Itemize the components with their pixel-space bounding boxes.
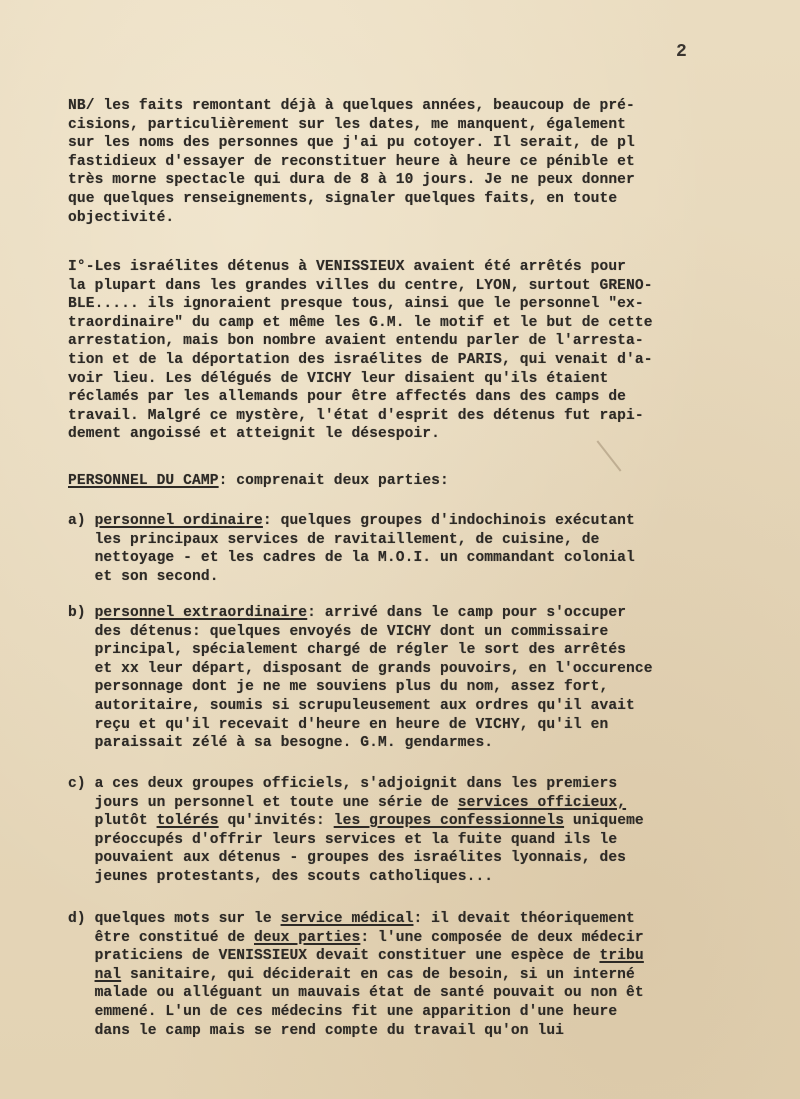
text-line: personnage dont je ne me souviens plus du nom, assez fort, bbox=[68, 679, 609, 696]
section-heading-personnel bbox=[68, 472, 768, 491]
text-line: NB/ les faits remontant déjà à quelques années, beaucoup de pré- bbox=[68, 98, 635, 114]
item-a bbox=[68, 512, 768, 586]
text-line: réclamés par les allemands pour être affectés dans des camps de bbox=[68, 389, 627, 406]
paper-fold-mark bbox=[597, 440, 622, 471]
line-rest: : quelques groupes d'indochinois exécutant bbox=[262, 513, 635, 529]
underlined-term: deux parties bbox=[254, 929, 361, 946]
text-line: principal, spécialement chargé de régler le sort des arrêtés bbox=[68, 642, 627, 659]
line-rest: : arrivé dans le camp pour s'occuper bbox=[307, 605, 627, 621]
text-line bbox=[68, 794, 768, 813]
page-number: 2 bbox=[676, 42, 687, 62]
underlined-term: service médical bbox=[280, 911, 414, 927]
text-line: travail. Malgré ce mystère, l'état d'esprit des détenus fut rapi- bbox=[68, 407, 644, 424]
text-line: c) a ces deux groupes officiels, s'adjoignit dans les premiers bbox=[68, 776, 618, 792]
line-part: qu'invités: bbox=[218, 813, 334, 830]
paragraph-nb bbox=[68, 97, 768, 227]
text-line: cisions, particulièrement sur les dates, me manquent, également bbox=[68, 116, 627, 133]
underlined-term: les groupes confessionnels bbox=[333, 813, 565, 830]
text-line: pouvaient aux détenus - groupes des israélites lyonnais, des bbox=[68, 850, 627, 867]
line-part: être constitué de bbox=[68, 929, 255, 946]
text-line: la plupart dans les grandes villes du centre, LYON, surtout GRENO- bbox=[68, 277, 653, 294]
text-line: emmené. L'un de ces médecins fit une apparition d'une heure bbox=[68, 1003, 618, 1020]
text-line: dans le camp mais se rend compte du travail qu'on lui bbox=[68, 1022, 565, 1039]
text-line: BLE..... ils ignoraient presque tous, ainsi que le personnel "ex- bbox=[68, 296, 644, 313]
text-line: et xx leur départ, disposant de grands pouvoirs, en l'occurence bbox=[68, 660, 653, 677]
text-line: voir lieu. Les délégués de VICHY leur disaient qu'ils étaient bbox=[68, 370, 609, 387]
text-line: jeunes protestants, des scouts catholiques... bbox=[68, 868, 494, 885]
underlined-heading: PERSONNEL DU CAMP bbox=[68, 473, 219, 489]
line-part: plutôt bbox=[68, 813, 157, 830]
underlined-term: tribu bbox=[599, 948, 644, 965]
text-line: dement angoissé et atteignit le désespoir. bbox=[68, 426, 441, 443]
text-line bbox=[68, 929, 768, 948]
text-line: très morne spectacle qui dura de 8 à 10 jours. Je ne peux donner bbox=[68, 172, 635, 189]
line-part: d) quelques mots sur le bbox=[68, 911, 281, 927]
text-line: traordinaire" du camp et même les G.M. le motif et le but de cette bbox=[68, 314, 653, 331]
line-part: : il devait théoriquement bbox=[413, 911, 635, 927]
line-part bbox=[68, 967, 95, 983]
line-part: : l'une composée de deux médecir bbox=[360, 929, 644, 946]
text-line bbox=[68, 947, 768, 966]
text-line: arrestation, mais bon nombre avaient entendu parler de l'arresta- bbox=[68, 333, 644, 350]
text-line: préoccupés d'offrir leurs services et la fuite quand ils le bbox=[68, 831, 618, 848]
text-line: autoritaire, soumis si scrupuleusement aux ordres qu'il avait bbox=[68, 697, 635, 714]
text-line: les principaux services de ravitaillement, de cuisine, de bbox=[68, 531, 600, 548]
paragraph-1 bbox=[68, 258, 768, 444]
item-marker: a) bbox=[68, 513, 95, 529]
underlined-term: personnel ordinaire bbox=[94, 513, 263, 529]
underlined-term: tolérés bbox=[156, 813, 219, 830]
text-line bbox=[68, 910, 768, 929]
text-line bbox=[68, 512, 768, 531]
text-line: et son second. bbox=[68, 568, 219, 585]
text-line: que quelques renseignements, signaler quelques faits, en toute bbox=[68, 190, 618, 207]
text-line bbox=[68, 604, 768, 623]
text-line: fastidieux d'essayer de reconstituer heure à heure ce pénible et bbox=[68, 153, 635, 170]
heading-rest: : comprenait deux parties: bbox=[218, 473, 449, 489]
underlined-term: nal bbox=[94, 966, 122, 983]
text-line: tion et de la déportation des israélites de PARIS, qui venait d'a- bbox=[68, 351, 653, 368]
text-line bbox=[68, 812, 768, 831]
line-part: uniqueme bbox=[564, 813, 644, 830]
text-line: paraissait zélé à sa besogne. G.M. gendarmes. bbox=[68, 735, 494, 752]
item-marker: b) bbox=[68, 605, 95, 621]
text-line: sur les noms des personnes que j'ai pu cotoyer. Il serait, de pl bbox=[68, 135, 635, 152]
text-line: I°-Les israélites détenus à VENISSIEUX avaient été arrêtés pour bbox=[68, 259, 627, 275]
item-b bbox=[68, 604, 768, 753]
text-line: reçu et qu'il recevait d'heure en heure de VICHY, qu'il en bbox=[68, 716, 609, 733]
line-part: sanitaire, qui déciderait en cas de besoin, si un interné bbox=[121, 966, 635, 983]
text-line: des détenus: quelques envoyés de VICHY dont un commissaire bbox=[68, 623, 609, 640]
underlined-term: services officieux, bbox=[457, 794, 627, 811]
text-line bbox=[68, 966, 768, 985]
text-line: objectivité. bbox=[68, 209, 175, 226]
text-line: malade ou alléguant un mauvais état de santé pouvait ou non êt bbox=[68, 985, 644, 1002]
line-part: jours un personnel et toute une série de bbox=[68, 794, 458, 811]
item-c bbox=[68, 775, 768, 887]
line-part: praticiens de VENISSIEUX devait constituer une espèce de bbox=[68, 948, 600, 965]
text-line bbox=[68, 472, 768, 491]
underlined-term: personnel extraordinaire bbox=[94, 605, 308, 621]
item-d bbox=[68, 910, 768, 1040]
text-line: nettoyage - et les cadres de la M.O.I. un commandant colonial bbox=[68, 550, 635, 567]
